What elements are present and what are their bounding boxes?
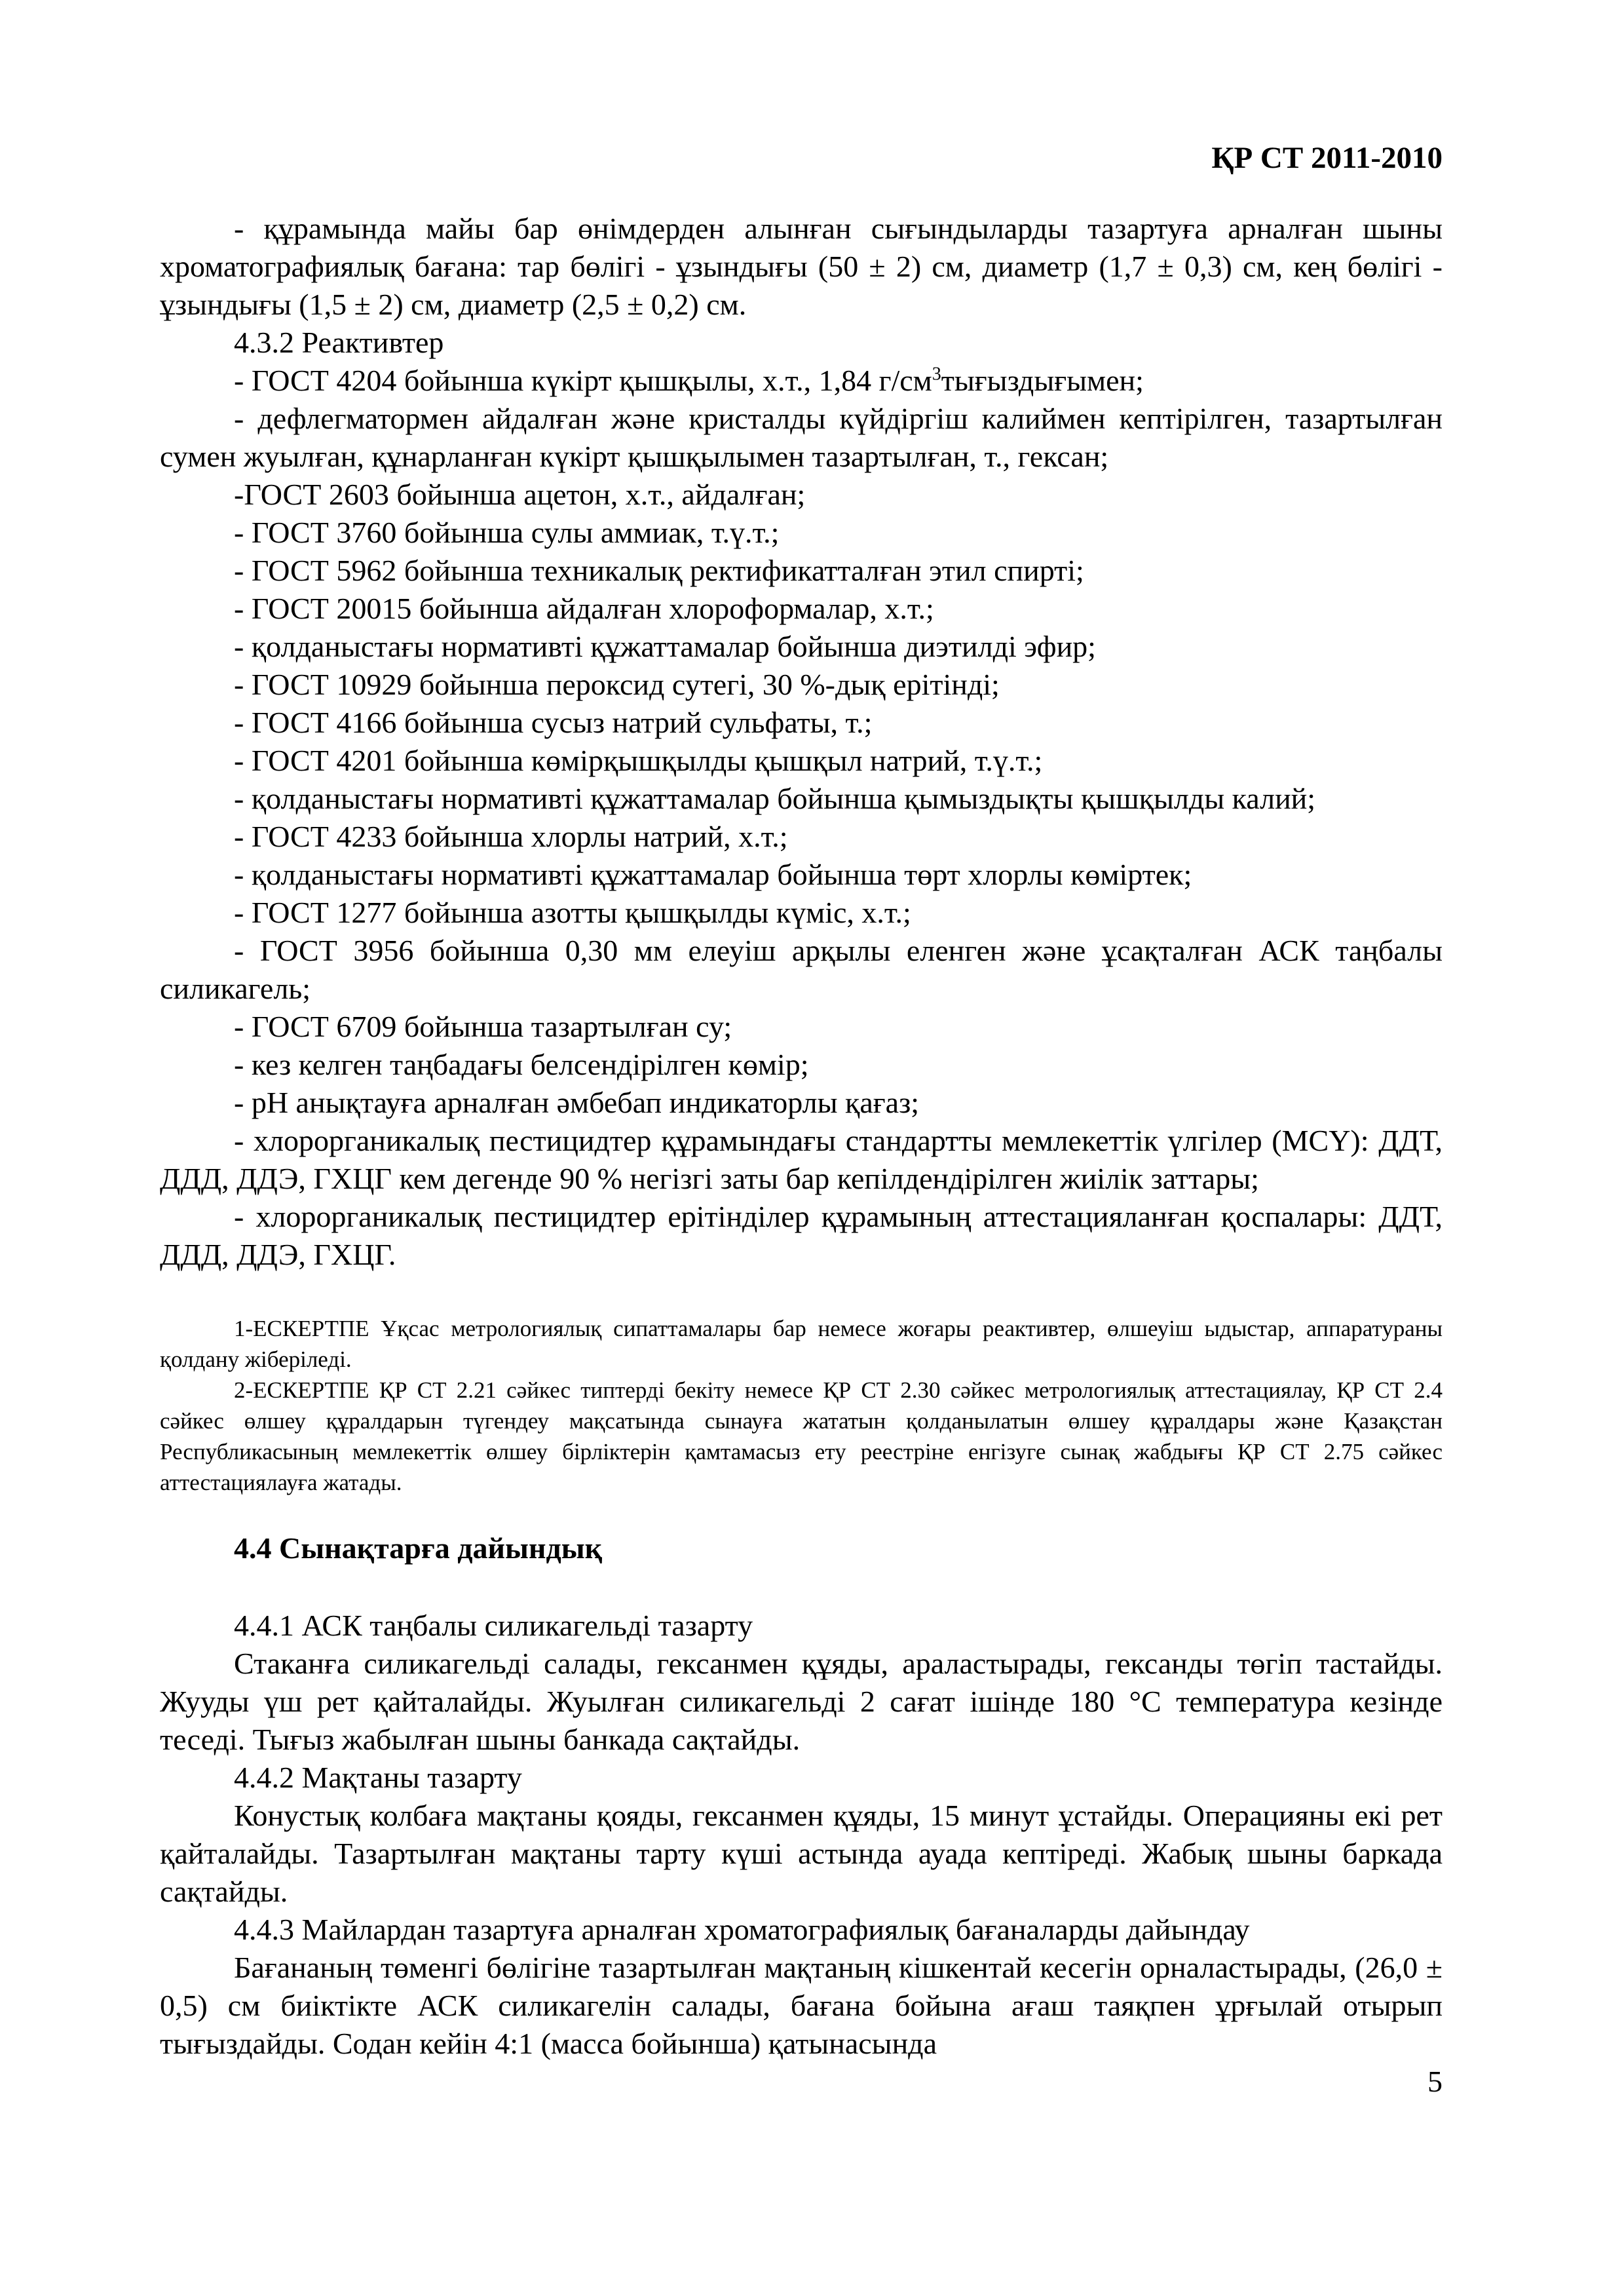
page-number: 5 [1427, 2065, 1443, 2098]
note: 1-ЕСКЕРТПЕ Ұқсас метрологиялық сипаттамалары бар немесе жоғары реактивтер, өлшеуіш ыдыстар, аппаратураны қолдану жіберіледі. [160, 1316, 1443, 1372]
paragraph: Конустық колбаға мақтаны қояды, гексанмен құяды, 15 минут ұстайды. Операцияны екі рет қайталайды. Тазартылған мақтаны тарту күші астында ауада кептіреді. Жабық шыны баркада сақтайды. [160, 1799, 1443, 1908]
reagent-item: - қолданыстағы нормативті құжаттамалар бойынша диэтилді эфир; [234, 630, 1096, 663]
reagent-item: - ГОСТ 4201 бойынша көмірқышқылды қышқыл натрий, т.ү.т.; [234, 744, 1043, 777]
superscript: 3 [932, 364, 941, 385]
reagent-item: - ГОСТ 5962 бойынша техникалық ректификатталған этил спирті; [234, 554, 1084, 587]
reagent-item: - қолданыстағы нормативті құжаттамалар бойынша төрт хлорлы көміртек; [234, 858, 1192, 891]
subsection-heading: 4.4.3 Майлардан тазартуға арналған хроматографиялық бағаналарды дайындау [234, 1913, 1250, 1946]
reagent-item: - ГОСТ 4166 бойынша сусыз натрий сульфаты, т.; [234, 706, 873, 739]
page-body [160, 210, 1443, 2063]
reagent-item: - ГОСТ 3760 бойынша сулы аммиак, т.ү.т.; [234, 516, 780, 549]
reagent-text: тығыздығымен; [941, 364, 1144, 397]
note: 2-ЕСКЕРТПЕ ҚР СТ 2.21 сәйкес типтерді бекіту немесе ҚР СТ 2.30 сәйкес метрологиялық аттестациялау, ҚР СТ 2.4 сәйкес өлшеу құралдарын түгендеу мақсатында сынауға жататын қолданылатын өлшеу құралдары және Қазақстан Республикасының мемлекеттік өлшеу бірліктерін қамтамасыз ету реестріне енгізуге сынақ жабдығы ҚР СТ 2.75 сәйкес аттестациялауға жатады. [160, 1377, 1443, 1495]
reagent-item: - ГОСТ 1277 бойынша азотты қышқылды күміс, х.т.; [234, 896, 911, 929]
subsection-heading: 4.4.2 Мақтаны тазарту [234, 1761, 522, 1794]
reagent-text: - ГОСТ 4204 бойынша күкірт қышқылы, х.т., 1,84 г/см [234, 364, 932, 397]
standard-header: ҚР СТ 2011-2010 [1211, 141, 1443, 175]
reagent-item [160, 362, 1443, 400]
reagent-item: - дефлегматормен айдалған және кристалды күйдіргіш калиймен кептірілген, тазартылған сумен жуылған, құнарланған күкірт қышқылымен тазартылған, т., гексан; [160, 402, 1443, 473]
reagent-item: - ГОСТ 20015 бойынша айдалған хлороформалар, х.т.; [234, 592, 934, 625]
reagent-item: -ГОСТ 2603 бойынша ацетон, х.т., айдалған; [234, 478, 806, 511]
reagent-item: - хлорорганикалық пестицидтер құрамындағы стандартты мемлекеттік үлгілер (МСҮ): ДДТ, ДДД, ДДЭ, ГХЦГ кем дегенде 90 % негізгі заты бар кепілдендірілген жиілік заттары; [160, 1124, 1443, 1195]
subsection-heading: 4.4.1 АСК таңбалы силикагельді тазарту [234, 1609, 753, 1642]
reagent-item: - кез келген таңбадағы белсендірілген көмір; [234, 1048, 809, 1081]
reagent-item: - хлорорганикалық пестицидтер ерітінділер құрамының аттестацияланған қоспалары: ДДТ, ДДД, ДДЭ, ГХЦГ. [160, 1200, 1443, 1271]
paragraph: Стаканға силикагельді салады, гексанмен құяды, араластырады, гександы төгіп тастайды. Жууды үш рет қайталайды. Жуылған силикагельді 2 сағат ішінде 180 °С температура кезінде теседі. Тығыз жабылған шыны банкада сақтайды. [160, 1647, 1443, 1756]
reagent-item: - ГОСТ 3956 бойынша 0,30 мм елеуіш арқылы еленген және ұсақталған АСК таңбалы силикагель; [160, 934, 1443, 1005]
reagent-item: - қолданыстағы нормативті құжаттамалар бойынша қымыздықты қышқылды калий; [234, 782, 1316, 815]
reagent-item: - ГОСТ 4233 бойынша хлорлы натрий, х.т.; [234, 820, 788, 853]
reagent-item: - рН анықтауға арналған әмбебап индикаторлы қағаз; [234, 1086, 920, 1119]
paragraph: Бағананың төменгі бөлігіне тазартылған мақтаның кішкентай кесегін орналастырады, (26,0 ± 0,5) см биіктікте АСК силикагелін салады, бағана бойына ағаш таяқпен ұрғылай отырып тығыздайды. Содан кейін 4:1 (масса бойынша) қатынасында [160, 1951, 1443, 2060]
reagent-item: - ГОСТ 10929 бойынша пероксид сутегі, 30 %-дық ерітінді; [234, 668, 1000, 701]
paragraph: - құрамында майы бар өнімдерден алынған сығындыларды тазартуға арналған шыны хроматографиялық бағана: тар бөлігі - ұзындығы (50 ± 2) см, диаметр (1,7 ± 0,3) см, кең бөлігі - ұзындығы (1,5 ± 2) см, диаметр (2,5 ± 0,2) см. [160, 212, 1443, 321]
subsection-heading: 4.3.2 Реактивтер [234, 326, 444, 359]
section-title: 4.4 Сынақтарға дайындық [234, 1531, 603, 1565]
reagent-item: - ГОСТ 6709 бойынша тазартылған су; [234, 1010, 732, 1043]
notes-block [160, 1313, 1443, 1498]
